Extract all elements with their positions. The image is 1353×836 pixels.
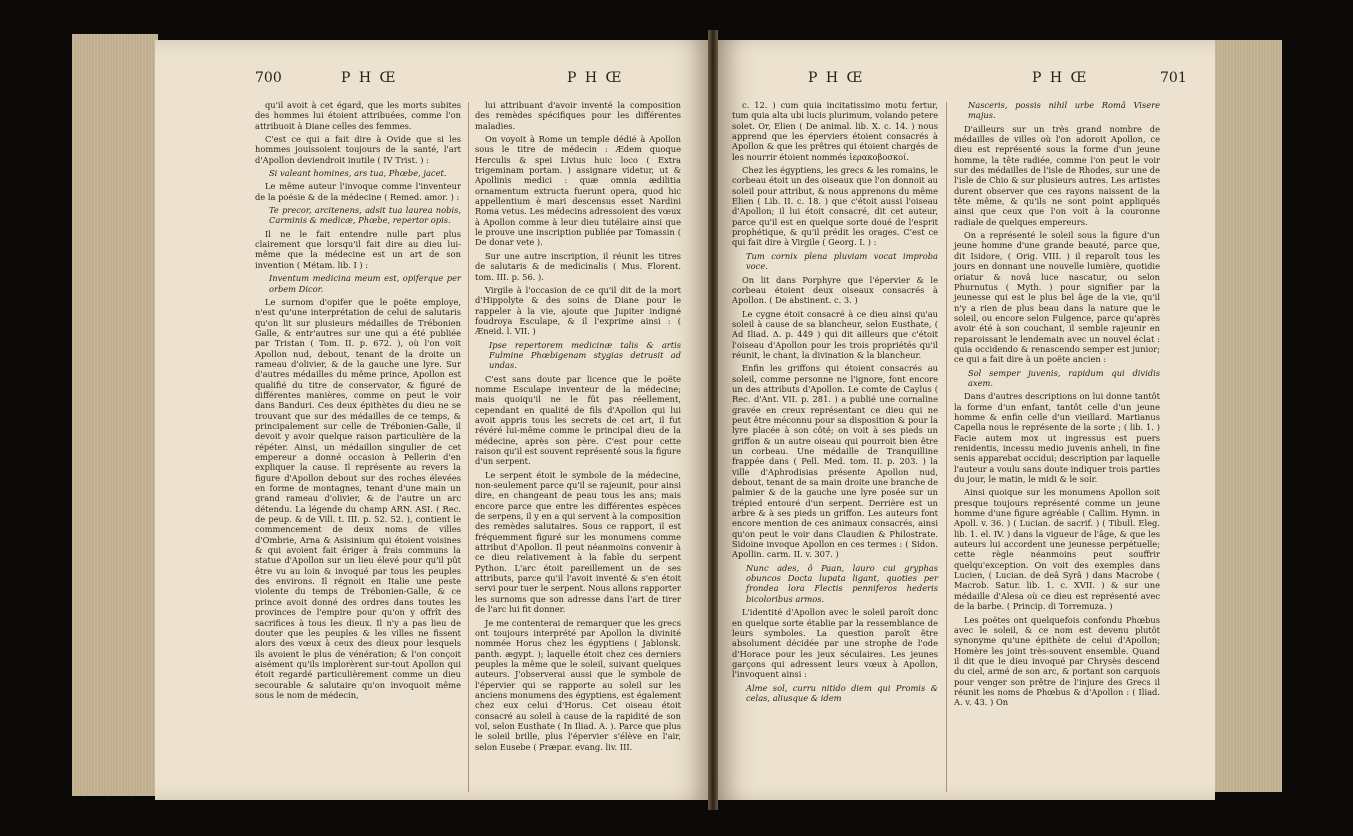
paragraph: Le même auteur l'invoque comme l'inventeur de la poésie & de la médecine ( Remed. amor. ) : xyxy=(255,181,461,202)
paragraph: Le cygne étoit consacré à ce dieu ainsi qu'au soleil à cause de sa blancheur, selon Eusthate, ( Ad Iliad. Δ. p. 449 ) qui dit ailleurs que c'étoit l'oiseau d'Apollon pour les trois propriétés qu'il réunit, le chant, la divination & la blancheur. xyxy=(732,308,938,360)
paragraph: Nunc ades, ô Paan, lauro cui gryphas obuncos Docta lupata ligant, quoties per frondea lora Flectis penniferos hederis bicoloribus armos. xyxy=(746,562,938,604)
paragraph: On a représenté le soleil sous la figure d'un jeune homme d'une grande beauté, parce que, dit Isidore, ( Orig. VIII. ) il reparoît tous les jours en donnant une nouvelle lumière, quotidie oriatur & novâ luce nascatur, ou selon Phurnutus ( Myth. ) pour signifier par la jeunesse qui est le plus bel âge de la vie, qu'il n'y a rien de plus beau dans la nature que le soleil, ou encore selon Fulgence, parce qu'après avoir été à son couchant, il semble rajeunir en reparoissant le lendemain avec un nouvel éclat : quia occidendo & renascendo semper est junior; ce qui a fait dire à un poëte ancien : xyxy=(954,230,1160,365)
page-number-right: 701 xyxy=(1160,70,1187,86)
paragraph: Il ne le fait entendre nulle part plus clairement que lorsqu'il fait dire au dieu lui-même que la médecine est un art de son invention ( Métam. lib. I ) : xyxy=(255,228,461,270)
paragraph: On voyoit à Rome un temple dédié à Apollon sous le titre de médecin : Ædem quoque Herculis & spei Livius huic loco ( Extra trigeminam portam. ) assignare videtur, ut & Apollinis medici : quæ omnia ædilitia ornamentum extructa fuerunt opera, quod hic appellentium è mari descensus esset Nardini Roma vetus. Les médecins adressoient des vœux à Apollon comme à leur dieu tutélaire ainsi que le prouve une inscription publiée par Tomassin ( De donar vete ). xyxy=(475,134,681,248)
paragraph: Ipse repertorem medicinæ talis & artis Fulmine Phœbigenam stygias detrusit ad undas. xyxy=(489,339,681,371)
paragraph: Sol semper juvenis, rapidum qui dividis axem. xyxy=(968,367,1160,388)
paragraph: C'est sans doute par licence que le poëte nomme Esculape inventeur de la médecine; mais quoiqu'il ne le fût pas réellement, cependant en qualité de fils d'Apollon qui lui avoit appris tous les secrets de cet art, il fut révéré lui-même comme le principal dieu de la médecine, après son père. C'est pour cette raison qu'il est souvent représenté sous la figure d'un serpent. xyxy=(475,373,681,467)
text-column xyxy=(732,100,938,706)
paragraph: Ainsi quoique sur les monumens Apollon soit presque toujours représenté comme un jeune homme d'une figure agréable ( Callim. Hymn. in Apoll. v. 36. ) ( Lucian. de sacrif. ) ( Tibull. Eleg. lib. 1. el. IV. ) dans la vigueur de l'âge, & que les auteurs lui accordent une jeunesse perpétuelle; cette règle néanmoins peut souffrir quelqu'exception. On voit des exemples dans Lucien, ( Lucian. de deâ Syrâ ) dans Macrobe ( Macrob. Satur. lib. 1. c. XVII. ) & sur une médaille d'Alesa où ce dieu est représenté avec de la barbe. ( Princip. di Torremuza. ) xyxy=(954,487,1160,612)
paragraph: L'identité d'Apollon avec le soleil paroît donc en quelque sorte établie par la ressemblance de leurs symboles. La question paroît être absolument décidée par une strophe de l'ode d'Horace pour les jeux séculaires. Les jeunes garçons qui adressent leurs vœux à Apollon, l'invoquent ainsi : xyxy=(732,607,938,680)
page-number-left: 700 xyxy=(255,70,282,86)
paragraph: Virgile à l'occasion de ce qu'il dit de la mort d'Hippolyte & des soins de Diane pour le rappeler à la vie, ajoute que Jupiter indigné foudroya Esculape, & il l'exprime ainsi : ( Æneid. l. VII. ) xyxy=(475,284,681,337)
text-column xyxy=(475,100,681,755)
paragraph: c. 12. ) cum quia incitatissimo motu fertur, tum quia alta ubi lucis plurimum, volando petere solet. Or, Elien ( De animal. lib. X. c. 14. ) nous apprend que les éperviers étoient consacrés à Apollon & que les prêtres qui étoient chargés de les nourrir étoient nommés ἱερακοβοσκοί. xyxy=(732,100,938,162)
right-page xyxy=(712,40,1215,800)
book-gutter xyxy=(708,30,718,810)
paragraph: Le surnom d'opifer que le poëte employe, n'est qu'une interprétation de celui de salutaris qu'on lit sur plusieurs médailles de Trébonien Galle, & entr'autres sur une qui a été publiée par Tristan ( Tom. II. p. 672. ), où l'on voit Apollon nud, debout, tenant de la droite un rameau d'olivier, & de la gauche une lyre. Sur d'autres médailles du même prince, Apollon est qualifié du titre de conservator, & figuré de différentes manières, comme on peut le voir dans Banduri. Ces deux épithètes du dieu ne se trouvant que sur des médailles de ce temps, & principalement sur celle de Trébonien-Galle, il devoit y avoir quelque raison particulière de la répéter. Ainsi, un médaillon singulier de cet empereur a donné occasion à Pellerin d'en expliquer la cause. Il représente au revers la figure d'Apollon debout sur des roches élevées en forme de montagnes, tenant d'une main un grand rameau d'olivier, & de l'autre un arc détendu. La légende du champ ARN. ASI. ( Rec. de peup. & de Vill. t. III. p. 52. 52. ), contient le commencement de deux noms de villes d'Ombrie, Arna & Asisinium qui étoient voisines & qui avoient fait ériger à frais communs la statue d'Apollon sur un lieu élevé pour qu'il pût être vu au loin & invoqué par tous les peuples des environs. Il régnoit en Italie une peste violente du temps de Trébonien-Galle, & ce prince avoit donné des ordres dans toutes les provinces de l'empire pour qu'on y offrît des sacrifices à tous les dieux. Il n'y a pas lieu de douter que les peuples & les villes ne fissent alors des vœux à ceux des dieux pour lesquels ils avoient le plus de vénération; & l'on conçoit aisément qu'ils implorèrent sur-tout Apollon qui étoit regardé particulièrement comme un dieu secourable & salutaire qu'on invoquoit même sous le nom de médecin, xyxy=(255,296,461,700)
column-divider xyxy=(946,102,947,792)
paragraph: Chez les égyptiens, les grecs & les romains, le corbeau étoit un des oiseaux que l'on donnoit au soleil pour attribut, & nous apprenons du même Elien ( Lib. II. c. 18. ) que c'étoit aussi l'oiseau d'Apollon; il lui étoit consacré, dit cet auteur, parce qu'il est en quelque sorte doué de l'esprit prophétique, & qu'il prédit les orages. C'est ce qui fait dire à Virgile ( Georg. I. ) : xyxy=(732,165,938,248)
paragraph: Je me contenterai de remarquer que les grecs ont toujours interprété par Apollon la divinité nommée Horus chez les égyptiens ( Jablonsk. panth. ægypt. ); laquelle étoit chez ces derniers peuples la même que le soleil, suivant quelques auteurs. J'observerai aussi que le symbole de l'épervier qui se rapporte au soleil sur les anciens monumens des égyptiens, est également chez eux celui d'Horus. Cet oiseau étoit consacré au soleil à cause de la rapidité de son vol, selon Eusthate ( In Iliad. A. ). Parce que plus le soleil brille, plus l'épervier s'élève en l'air, selon Eusebe ( Præpar. evang. liv. III. xyxy=(475,617,681,752)
paragraph: Sur une autre inscription, il réunit les titres de salutaris & de medicinalis ( Mus. Florent. tom. III. p. 56. ). xyxy=(475,250,681,282)
left-page-edges xyxy=(72,34,158,796)
paragraph: C'est ce qui a fait dire à Ovide que si les hommes jouissoient toujours de la santé, l'art d'Apollon deviendroit inutile ( IV Trist. ) : xyxy=(255,134,461,165)
paragraph: lui attribuant d'avoir inventé la composition des remèdes spécifiques pour les différentes maladies. xyxy=(475,100,681,131)
paragraph: Si valeant homines, ars tua, Phœbe, jacet. xyxy=(269,168,447,179)
paragraph: D'ailleurs sur un très grand nombre de médailles de villes où l'on adoroit Apollon, ce dieu est représenté sous la forme d'un jeune homme, la tête radiée, comme l'on peut le voir sur des médailles de l'isle de Rhodes, sur une de l'isle de Chio & sur plusieurs autres. Les artistes durent observer que ces rayons naissent de la tête même, & qu'ils ne sont point appliqués ainsi que ceux que l'on voit à la couronne radiale de quelques empereurs. xyxy=(954,123,1160,227)
left-page xyxy=(155,40,715,800)
paragraph: qu'il avoit à cet égard, que les morts subites des hommes lui étoient attribuées, comme l'on attribuoit à Diane celles des femmes. xyxy=(255,100,461,131)
paragraph: Dans d'autres descriptions on lui donne tantôt la forme d'un enfant, tantôt celle d'un jeune homme & enfin celle d'un vieillard. Martianus Capella nous le représente de la sorte ; ( lib. 1. ) Facie autem mox ut ingressus est puers renidentis, incessu medio juvenis anheli, in fine senis apparebat occidui; description par laquelle l'auteur a voulu sans doute indiquer trois parties du jour, le matin, le midi & le soir. xyxy=(954,391,1160,485)
text-column xyxy=(255,100,461,703)
column-divider xyxy=(468,102,469,792)
text-column xyxy=(954,100,1160,711)
right-page-edges xyxy=(1214,40,1282,792)
paragraph: Tum cornix plena pluviam vocat improba voce. xyxy=(746,250,938,272)
running-head: P H Œ xyxy=(567,70,624,86)
paragraph: Inventum medicina meum est, opiferque per orbem Dicor. xyxy=(269,273,461,294)
paragraph: Te precor, arcitenens, adsit tua laurea nobis, Carminis & medicæ, Phœbe, repertor opis. xyxy=(269,205,461,226)
running-head: P H Œ xyxy=(808,70,865,86)
paragraph: Enfin les griffons qui étoient consacrés au soleil, comme personne ne l'ignore, font encore un des attributs d'Apollon. Le comte de Caylus ( Rec. d'Ant. VII. p. 281. ) a publié une cornaline gravée en creux représentant ce dieu qui ne peut être méconnu pour sa disposition & pour la lyre placée à son côté; on voit à ses pieds un griffon & un autre oiseau qui pourroit bien être un corbeau. Une médaille de Tranquilline frappée dans ( Pell. Med. tom. II. p. 203. ) la ville d'Aphrodisias présente Apollon nud, debout, tenant de sa main droite une branche de palmier & de la gauche une lyre posée sur un trépied entouré d'un serpent. Derrière est un arbre & à ses pieds un griffon. Les auteurs font encore mention de ces animaux consacrés, ainsi qu'on peut le voir dans Claudien & Philostrate. Sidoine invoque Apollon en ces termes : ( Sidon. Apollin. carm. II. v. 307. ) xyxy=(732,363,938,560)
paragraph: Nasceris, possis nihil urbe Româ Visere majus. xyxy=(968,100,1160,121)
paragraph: Alme sol, curru nitido diem qui Promis & celas, aliusque & idem xyxy=(746,682,938,703)
paragraph: Le serpent étoit le symbole de la médecine, non-seulement parce qu'il se rajeunit, pour ainsi dire, en changeant de peau tous les ans; mais encore parce que entre les différentes espèces de serpens, il y en a qui servent à la composition des remèdes salutaires. Sous ce rapport, il est fréquemment figuré sur les monumens comme attribut d'Apollon. Il peut néanmoins convenir à ce dieu relativement à la fable du serpent Python. L'arc étoit pareillement un de ses attributs, parce qu'il l'avoit inventé & s'en étoit servi pour tuer le serpent. Nous allons rapporter les surnoms que son adresse dans l'art de tirer de l'arc lui fit donner. xyxy=(475,469,681,615)
paragraph: On lit dans Porphyre que l'épervier & le corbeau étoient deux oiseaux consacrés à Apollon. ( De abstinent. c. 3. ) xyxy=(732,274,938,306)
running-head: P H Œ xyxy=(1032,70,1089,86)
running-head: P H Œ xyxy=(341,70,398,86)
paragraph: Les poëtes ont quelquefois confondu Phœbus avec le soleil, & ce nom est devenu plutôt synonyme qu'une épithète de celui d'Apollon; Homère les joint très-souvent ensemble. Quand il dit que le dieu invoqué par Chrysès descend du ciel, armé de son arc, & portant son carquois pour venger son prêtre de l'injure des Grecs il réunit les noms de Phœbus & d'Apollon : ( Iliad. A. v. 43. ) On xyxy=(954,614,1160,708)
